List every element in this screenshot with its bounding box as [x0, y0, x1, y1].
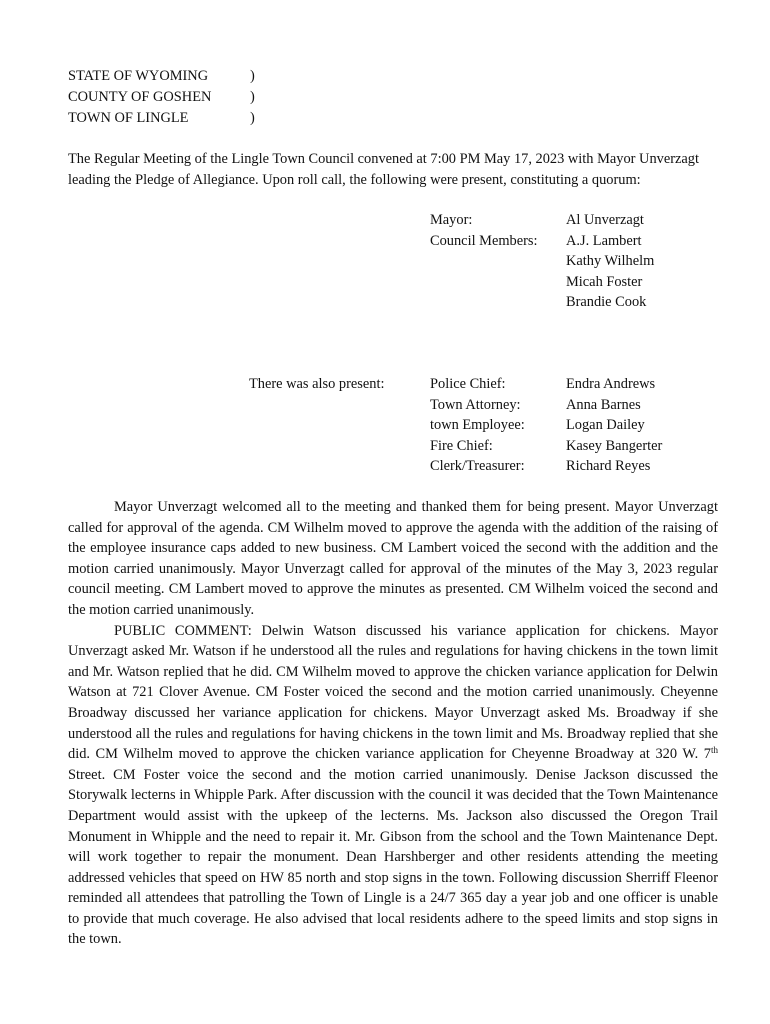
official-row [430, 436, 662, 457]
roster-row-mayor [430, 210, 654, 231]
roster-row-council [430, 251, 654, 272]
official-name: Anna Barnes [566, 396, 641, 413]
ordinal-suffix: th [710, 745, 718, 756]
official-name: Logan Dailey [566, 417, 645, 434]
present-roster [430, 210, 654, 313]
roster-row-council [430, 292, 654, 313]
council-member-name: Brandie Cook [566, 294, 647, 311]
heading-town: TOWN OF LINGLE [68, 109, 189, 126]
official-name: Endra Andrews [566, 376, 656, 392]
heading-paren: ) [250, 109, 255, 126]
official-row [430, 415, 662, 436]
official-title: Fire Chief: [430, 437, 493, 454]
public-comment-paragraph [68, 621, 718, 951]
roster-row-council [430, 231, 654, 252]
also-present-label: There was also present: [249, 376, 385, 392]
jurisdiction-heading [68, 66, 270, 128]
roster-row-council [430, 272, 654, 293]
council-title: Council Members: [430, 232, 538, 249]
council-member-name: Kathy Wilhelm [566, 253, 655, 270]
council-member-name: Micah Foster [566, 273, 643, 290]
welcome-paragraph: Mayor Unverzagt welcomed all to the meeting and thanked them for being present. Mayor Unverzagt called for approval of the agenda. CM Wilhelm moved to approve the agenda with the addition of the raising of the employee insurance caps added to new business. CM Lambert voiced the second with the addition and the motion carried unanimously. Mayor Unverzagt called for approval of the minutes of the May 3, 2023 regular council meeting. CM Lambert moved to approve the minutes as presented. CM Wilhelm voiced the second and the motion carried unanimously. [68, 499, 718, 618]
official-row [430, 374, 662, 395]
heading-line-state [68, 66, 270, 87]
official-title: Clerk/Treasurer: [430, 458, 525, 475]
public-comment-text-1: PUBLIC COMMENT: Delwin Watson discussed his variance application for chickens. Mayor Unverzagt asked Mr. Watson if he understood all the rules and regulations for having chickens in the town limit and Mr. Watson replied that he did. CM Wilhelm moved to approve the chicken variance application for Delwin Watson at 721 Clover Avenue. CM Foster voiced the second and the motion carried unanimously. Cheyenne Broadway discussed her variance application for chickens. Mayor Unverzagt asked Ms. Broadway if she understood all the rules and regulations for having chickens in the town limit and Ms. Broadway replied that she did. CM Wilhelm moved to approve the chicken variance application for Cheyenne Broadway at 320 W. 7 [68, 622, 718, 763]
minutes-body [68, 497, 718, 950]
heading-line-town [68, 108, 270, 129]
intro-paragraph: The Regular Meeting of the Lingle Town Council convened at 7:00 PM May 17, 2023 with Mayor Unverzagt leading the Pledge of Allegiance. Upon roll call, the following were present, constituting a quorum: [68, 151, 699, 188]
official-row [430, 456, 662, 477]
mayor-title: Mayor: [430, 212, 473, 228]
mayor-name: Al Unverzagt [566, 212, 644, 228]
public-comment-text-2: Street. CM Foster voice the second and the motion carried unanimously. Denise Jackson discussed the Storywalk lecterns in Whipple Park. After discussion with the council it was decided that the Town Maintenance Department would assist with the upkeep of the lecterns. Ms. Jackson also discussed the Oregon Trail Monument in Whipple and the need to repair it. Mr. Gibson from the school and the Town Maintenance Dept. will work together to repair the monument. Dean Harshberger and other residents attending the meeting addressed vehicles that speed on HW 85 north and stop signs in the town. Following discussion Sherriff Fleenor reminded all attendees that patrolling the Town of Lingle is a 24/7 365 day a year job and one officer is unable to provide that much coverage. He also advised that local residents adhere to the speed limits and stop signs in the town. [68, 766, 718, 948]
official-title: town Employee: [430, 417, 525, 434]
official-name: Richard Reyes [566, 458, 651, 475]
also-present-roster [430, 374, 662, 477]
heading-line-county [68, 87, 270, 108]
official-row [430, 395, 662, 416]
official-name: Kasey Bangerter [566, 437, 663, 454]
heading-state: STATE OF WYOMING [68, 68, 209, 84]
council-member-name: A.J. Lambert [566, 232, 642, 249]
heading-paren: ) [250, 68, 255, 84]
official-title: Police Chief: [430, 376, 506, 392]
heading-county: COUNTY OF GOSHEN [68, 88, 212, 105]
official-title: Town Attorney: [430, 396, 521, 413]
heading-paren: ) [250, 88, 255, 105]
